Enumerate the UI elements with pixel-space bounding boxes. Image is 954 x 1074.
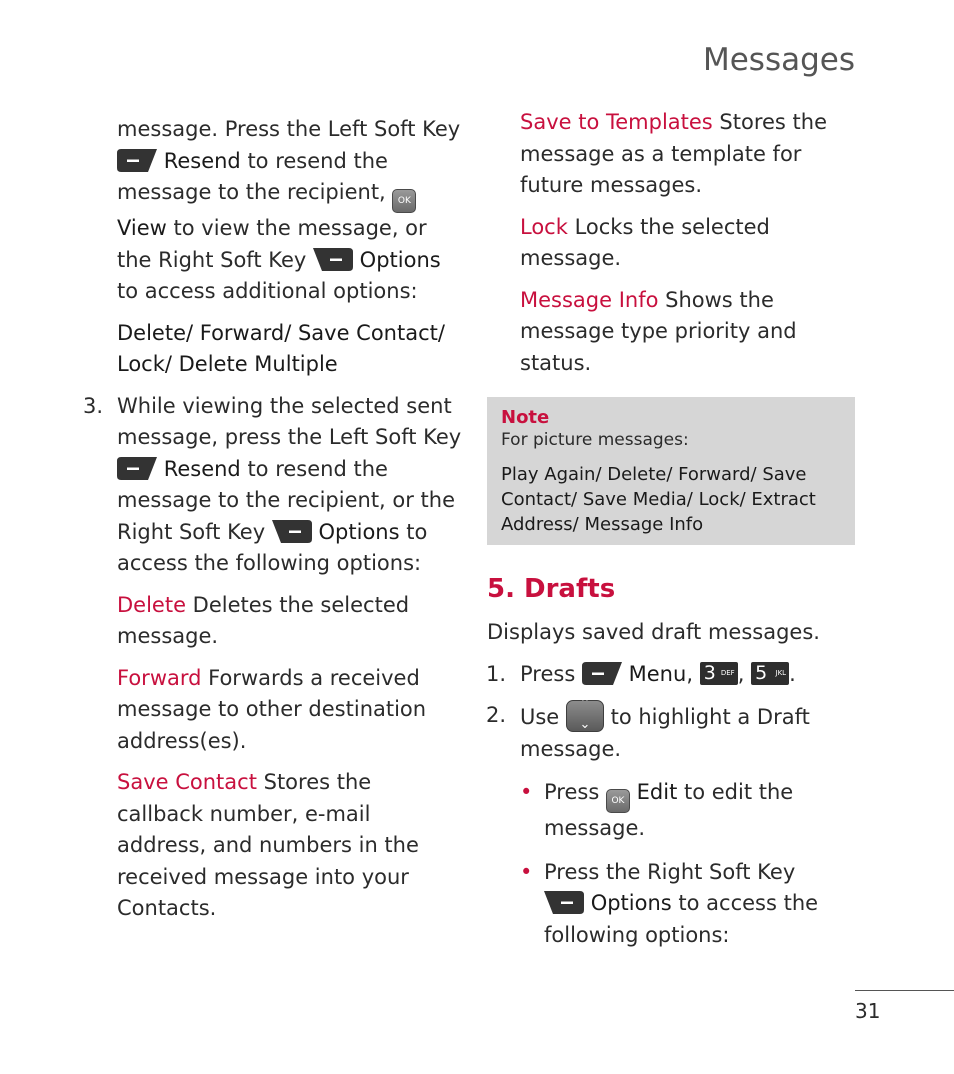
step-number: 1.	[486, 661, 507, 686]
left-soft-key-icon	[582, 662, 622, 685]
page-title: Messages	[702, 42, 855, 78]
option-continuation	[487, 107, 857, 379]
options-label: Options	[590, 891, 672, 915]
step-2-bullets	[520, 777, 857, 951]
option-save-templates: Save to Templates Stores the message as a template for future messages.	[520, 110, 828, 197]
option-save-contact: Save Contact Stores the callback number, e-mail address, and numbers in the received message into your Contacts.	[117, 770, 419, 920]
options-label: Options	[318, 519, 400, 544]
option-term: Delete	[117, 592, 186, 617]
resend-label: Resend	[163, 456, 241, 481]
drafts-steps	[487, 659, 857, 952]
right-soft-key-icon	[544, 891, 584, 914]
option-forward: Forward Forwards a received message to other destination address(es).	[117, 665, 427, 753]
ok-key-icon: OK	[392, 189, 416, 213]
section-intro: Displays saved draft messages.	[487, 620, 820, 644]
menu-label: Menu	[628, 661, 687, 686]
edit-label: Edit	[636, 780, 678, 804]
nav-key-icon: ⌃ ⌄	[566, 700, 604, 732]
bullet-edit: • Press OK Edit to edit the message.	[520, 777, 857, 845]
option-term: Save Contact	[117, 770, 257, 794]
option-term: Lock	[520, 214, 568, 239]
page-number: 31	[855, 999, 881, 1023]
left-soft-key-icon	[117, 457, 157, 480]
key-5-icon: 5 JKL	[751, 662, 789, 685]
option-message-info: Message Info Shows the message type priority and status.	[520, 287, 797, 375]
right-soft-key-icon	[272, 520, 312, 543]
paragraph-intro: message. Press the Left Soft Key Resend to resend the message to the recipient, OK View to view the message, or the Right Soft Key Options to access additional options:	[117, 117, 461, 303]
ok-key-icon: OK	[606, 789, 630, 813]
section-heading: 5. Drafts	[487, 574, 616, 604]
bullet-options: • Press the Right Soft Key Options to access the following options:	[520, 857, 857, 952]
step-number: 3.	[83, 393, 104, 418]
option-delete: Delete Deletes the selected message.	[117, 592, 410, 648]
option-term: Forward	[117, 665, 202, 690]
option-lock: Lock Locks the selected message.	[520, 214, 770, 270]
bullet-icon: •	[520, 780, 533, 804]
step-1: 1. Press Menu, 3 DEF , 5 JKL .	[520, 659, 857, 691]
options-label: Options	[359, 247, 441, 272]
left-soft-key-icon	[117, 149, 157, 172]
step-number: 2.	[486, 703, 507, 727]
step-2: 2. Use ⌃ ⌄ to highlight a Draft message.	[486, 696, 810, 761]
left-column	[83, 114, 462, 925]
view-label: View	[117, 216, 167, 240]
note-title: Note	[501, 407, 550, 428]
option-term: Save to Templates	[520, 110, 713, 134]
bullet-icon: •	[520, 859, 533, 884]
right-column	[487, 107, 857, 951]
note-box	[487, 397, 855, 545]
footer-rule	[855, 990, 954, 991]
right-soft-key-icon	[313, 248, 353, 271]
key-3-icon: 3 DEF	[700, 662, 738, 685]
option-term: Message Info	[520, 287, 659, 312]
note-body: Play Again/ Delete/ Forward/ Save Contact/ Save Media/ Lock/ Extract Address/ Message Info	[501, 464, 816, 535]
note-subtitle: For picture messages:	[501, 430, 689, 450]
step-3: 3. While viewing the selected sent message, press the Left Soft Key Resend to resend the message to the recipient, or the Right Soft Key Options to access the following options:	[117, 391, 462, 580]
options-list: Delete/ Forward/ Save Contact/ Lock/ Delete Multiple	[117, 320, 445, 376]
resend-label: Resend	[163, 148, 241, 173]
